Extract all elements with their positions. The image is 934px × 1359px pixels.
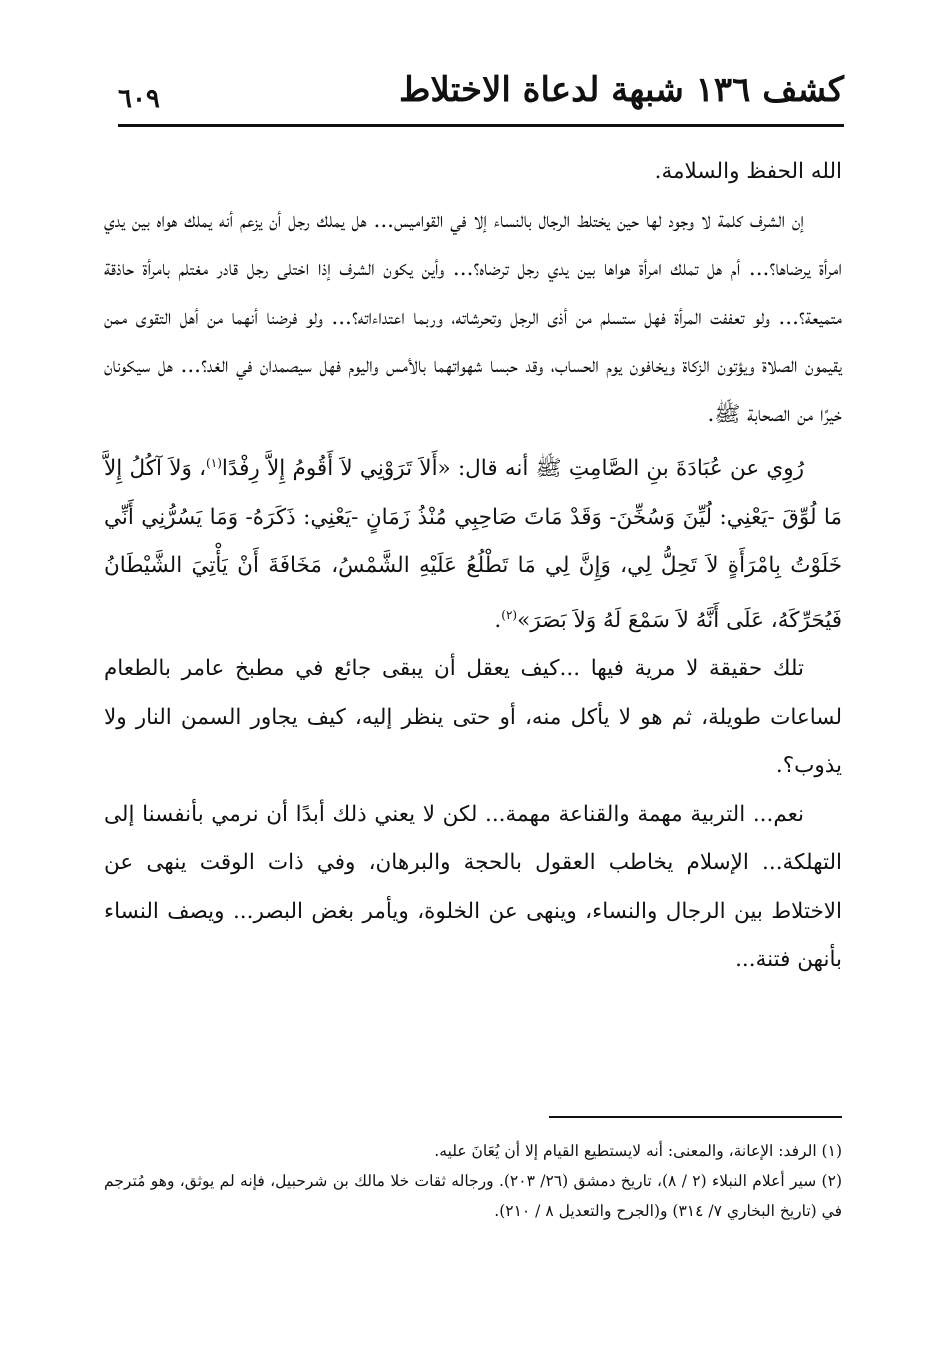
paragraph-4: تلك حقيقة لا مرية فيها ...كيف يعقل أن يبقى جائع في مطبخ عامر بالطعام لساعات طويلة، ثم هو لا يأكل منه، أو حتى ينظر إليه، كيف يجاور السمن النار ولا يذوب؟. [104,656,842,779]
main-text [104,148,842,985]
paragraph-1: الله الحفظ والسلامة. [654,159,842,184]
hadith-text-part-2: ، وَلاَ آكُلُ إِلاَّ مَا لُوِّقَ -يَعْنِي: لُيِّنَ وَسُخِّنَ- وَقَدْ مَاتَ صَاحِبِي مُنْذُ زَمَانٍ -يَعْنِي: ذَكَرَهُ- وَمَا يَسُرُّنِي أَنِّي خَلَوْتُ بِامْرَأَةٍ لاَ تَحِلُّ لِي، وَإِنَّ لِي مَا تَطْلُعُ عَلَيْهِ الشَّمْسُ، مَخَافَةَ أَنْ يَأْتِيَ الشَّيْطَانُ فَيُحَرِّكَهُ، عَلَى أَنَّهُ لاَ سَمْعَ لَهُ وَلاَ بَصَرَ» [104,456,842,633]
paragraph-2: إن الشرف كلمة لا وجود لها حين يختلط الرجال بالنساء إلا في القواميس... هل يملك رجل أن يزعم أنه يملك هواه بين يدي امرأة يرضاها؟... أم هل تملك امرأة هواها بين يدي رجل ترضاه؟... وأين يكون الشرف إذا اختلى رجل قادر مغتلم بامرأة حاذقة متميعة؟... ولو تعففت المرأة فهل ستسلم من أذى الرجل وتحرشاته، وربما اعتداءاته؟... ولو فرضنا أنهما من أهل التقوى ممن يقيمون الصلاة ويؤتون الزكاة ويخافون يوم الحساب، وقد حبسا شهواتهما بالأمس واليوم فهل سيصمدان في الغد؟... هل سيكونان خيرًا من الصحابة ﷺ. [104,207,842,427]
footnotes [104,1136,842,1226]
paragraph-3-hadith [104,439,842,645]
footnote-2: (٢) سير أعلام النبلاء (٢ / ٨)، تاريخ دمشق (٢٦/ ٢٠٣). ورجاله ثقات خلا مالك بن شرحبيل، فإنه لم يوثق، وهو مُترجم في (تاريخ البخاري ٧/ ٣١٤) و(الجرح والتعديل ٨ / ٢١٠). [104,1172,842,1220]
page-header [118,62,844,122]
footnote-1: (١) الرفد: الإعانة، والمعنى: أنه لايستطيع القيام إلا أن يُعَانَ عليه. [434,1142,842,1160]
footnote-divider [549,1116,842,1118]
page-number: ٦٠٩ [118,84,160,114]
header-divider [118,124,844,127]
paragraph-5: نعم... التربية مهمة والقناعة مهمة... لكن لا يعني ذلك أبدًا أن نرمي بأنفسنا إلى التهلكة... الإسلام يخاطب العقول بالحجة والبرهان، وفي ذات الوقت ينهى عن الاختلاط بين الرجال والنساء، وينهى عن الخلوة، ويأمر بغض البصر... ويصف النساء بأنهن فتنة... [104,801,842,973]
book-title: كشف ١٣٦ شبهة لدعاة الاختلاط [398,70,844,110]
footnote-ref-1[interactable]: (١) [206,456,222,470]
hadith-end: . [494,607,502,633]
footnote-ref-2[interactable]: (٢) [501,607,518,622]
hadith-text-part-1: رُوِي عن عُبَادَةَ بنِ الصَّامِتِ ﷺ أنه قال: «أَلاَ تَرَوْنِي لاَ أَقُومُ إِلاَّ رِفْدًا [221,456,804,482]
